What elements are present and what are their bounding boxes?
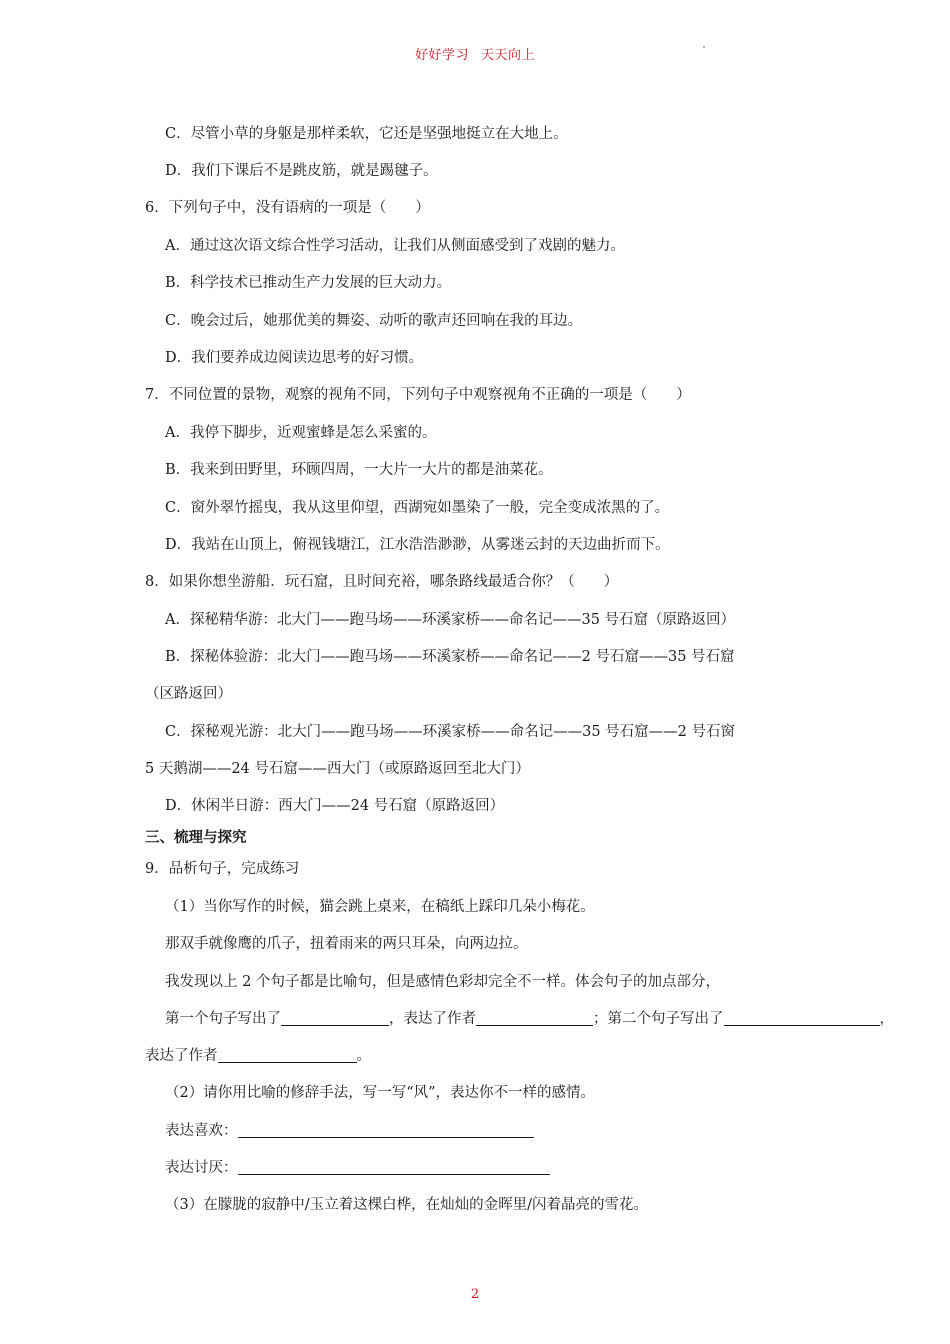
fill-in-line: 表达了作者 。 bbox=[145, 1048, 371, 1064]
answer-blank[interactable] bbox=[724, 1009, 880, 1026]
sub-question: （1）当你写作的时候，猫会跳上桌来，在稿纸上踩印几朵小梅花。 bbox=[165, 899, 595, 915]
option-line: C．尽管小草的身躯是那样柔软，它还是坚强地挺立在大地上。 bbox=[165, 126, 568, 142]
option-line: A．我停下脚步，近观蜜蜂是怎么采蜜的。 bbox=[165, 425, 437, 441]
header-motto-2: 天天向上 bbox=[481, 48, 536, 63]
option-line: B．我来到田野里，环顾四周，一大片一大片的都是油菜花。 bbox=[165, 462, 553, 478]
option-line: C．探秘观光游：北大门——跑马场——环溪家桥——命名记——35 号石窟——2 号石窗 bbox=[165, 724, 735, 740]
page-header bbox=[0, 44, 950, 63]
sentence-line: 我发现以上 2 个句子都是比喻句，但是感情色彩却完全不一样。体会句子的加点部分， bbox=[165, 974, 720, 990]
header-motto-1: 好好学习 bbox=[414, 48, 469, 63]
option-line: B．探秘体验游：北大门——跑马场——环溪家桥——命名记——2 号石窟——35 号石窟 bbox=[165, 649, 735, 665]
fill-in-line: 表达讨厌： bbox=[165, 1158, 550, 1178]
option-line: C．窗外翠竹摇曳，我从这里仰望，西湖宛如墨染了一般，完全变成浓黑的了。 bbox=[165, 500, 670, 516]
question-7: 7．不同位置的景物，观察的视角不同，下列句子中观察视角不正确的一项是（ ） bbox=[145, 387, 691, 403]
answer-blank[interactable] bbox=[238, 1121, 534, 1138]
option-line: D．休闲半日游：西大门——24 号石窟（原路返回） bbox=[165, 798, 505, 814]
section-title: 三、梳理与探究 bbox=[145, 829, 247, 846]
sub-question: （2）请你用比喻的修辞手法，写一写“风”，表达你不一样的感情。 bbox=[165, 1085, 596, 1101]
option-line: D．我们下课后不是跳皮筋，就是踢毽子。 bbox=[165, 163, 438, 179]
option-line: D．我们要养成边阅读边思考的好习惯。 bbox=[165, 350, 424, 366]
answer-blank[interactable] bbox=[281, 1009, 389, 1026]
option-line-cont: 5 天鹅湖——24 号石窟——西大门（或原路返回至北大门） bbox=[145, 761, 530, 777]
option-line: A．探秘精华游：北大门——跑马场——环溪家桥——命名记——35 号石窟（原路返回） bbox=[165, 612, 736, 628]
decorative-dot bbox=[703, 46, 705, 48]
sub-question: （3）在朦胧的寂静中/玉立着这棵白桦，在灿灿的金晖里/闪着晶亮的雪花。 bbox=[165, 1197, 648, 1213]
question-6: 6．下列句子中，没有语病的一项是（ ） bbox=[145, 200, 430, 216]
question-9: 9．品析句子，完成练习 bbox=[145, 861, 300, 877]
page-number: 2 bbox=[470, 1287, 480, 1302]
option-line: A．通过这次语文综合性学习活动，让我们从侧面感受到了戏剧的魅力。 bbox=[165, 238, 625, 254]
option-line-cont: （区路返回） bbox=[145, 686, 232, 702]
fill-in-line: 表达喜欢： bbox=[165, 1121, 534, 1141]
fill-in-line: 第一个句子写出了 ，表达了作者 ；第二个句子写出了 ， bbox=[165, 1011, 894, 1027]
option-line: C．晚会过后，她那优美的舞姿、动听的歌声还回响在我的耳边。 bbox=[165, 313, 583, 329]
answer-blank[interactable] bbox=[476, 1009, 593, 1026]
option-line: B．科学技术已推动生产力发展的巨大动力。 bbox=[165, 275, 452, 291]
answer-blank[interactable] bbox=[238, 1158, 550, 1175]
sentence-line: 那双手就像鹰的爪子，扭着雨来的两只耳朵，向两边拉。 bbox=[165, 936, 528, 952]
answer-blank[interactable] bbox=[218, 1046, 357, 1063]
option-line: D．我站在山顶上，俯视钱塘江，江水浩浩渺渺，从雾迷云封的天边曲折而下。 bbox=[165, 537, 670, 553]
question-8: 8．如果你想坐游船．玩石窟，且时间充裕，哪条路线最适合你？（ ） bbox=[145, 574, 619, 590]
